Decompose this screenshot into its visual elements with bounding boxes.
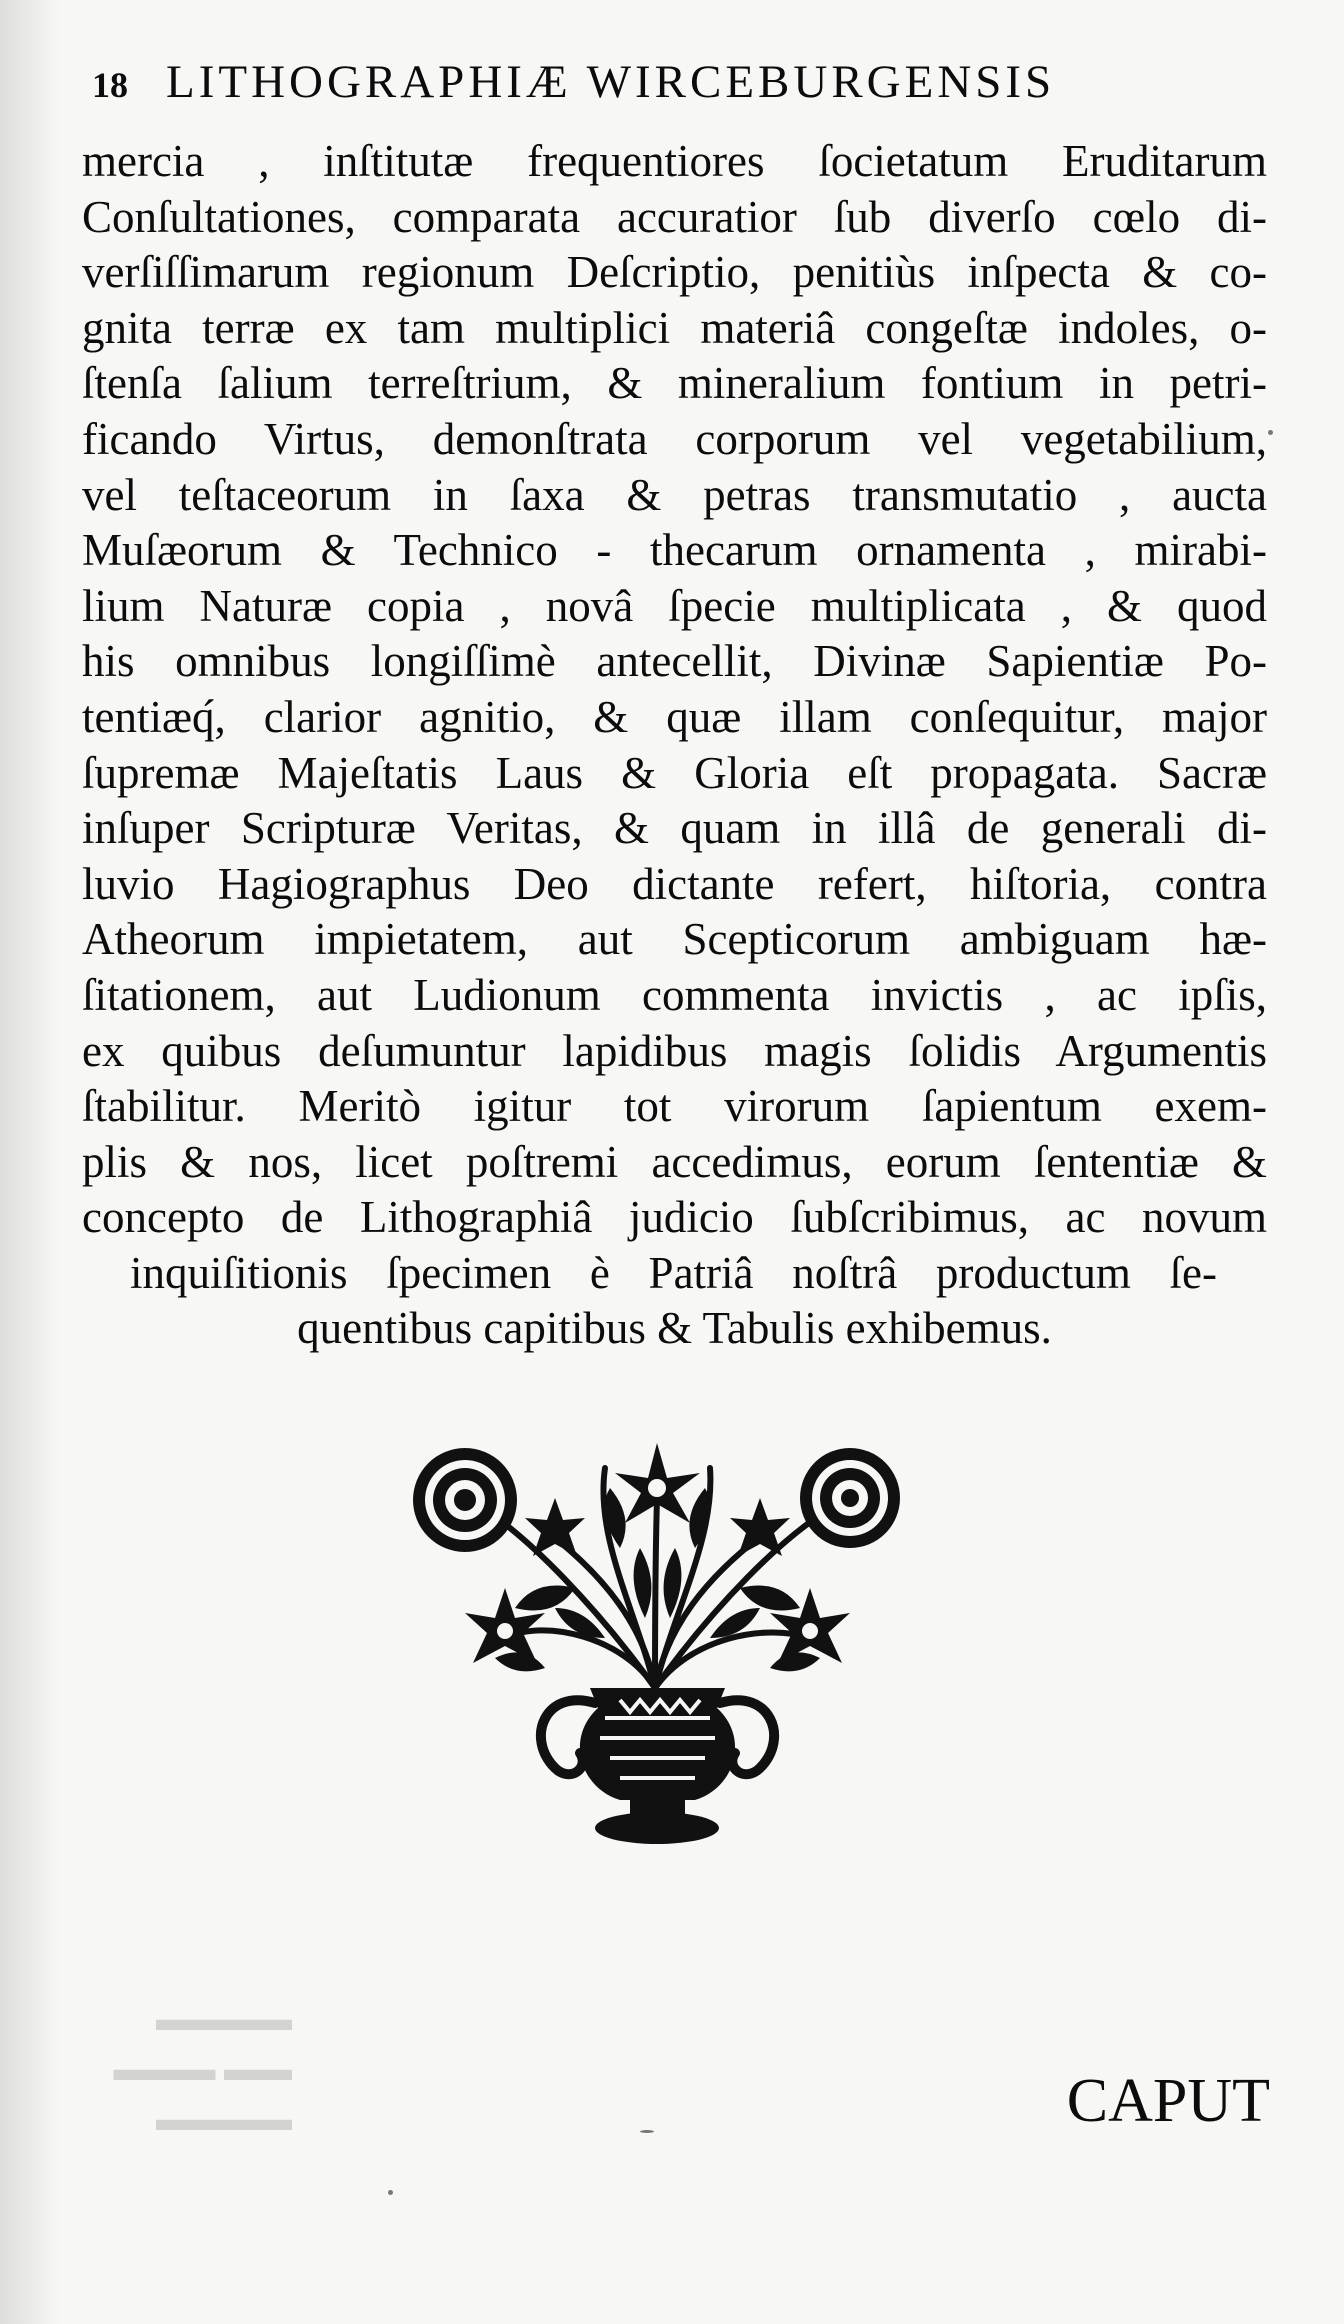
text-line: Conſultationes, comparata accuratior ſub diverſo cœlo di-	[82, 191, 1267, 242]
text-line: inquiſitionis ſpecimen è Patriâ noſtrâ productum ſe-	[130, 1247, 1217, 1298]
running-title: LITHOGRAPHIÆ WIRCEBURGENSIS	[166, 56, 1056, 108]
text-line: lium Naturæ copia , novâ ſpecie multiplicata , & quod	[82, 580, 1267, 631]
text-line: ex quibus deſumuntur lapidibus magis ſolidis Argumentis	[82, 1025, 1267, 1076]
page-number: 18	[92, 65, 128, 105]
ink-speck	[1268, 430, 1273, 435]
text-line: Muſæorum & Technico - thecarum ornamenta , mirabi-	[82, 525, 1267, 576]
text-line: ſupremæ Majeſtatis Laus & Gloria eſt propagata. Sacræ	[82, 747, 1267, 798]
ink-speck	[388, 2190, 393, 2195]
text-line: inſuper Scripturæ Veritas, & quam in illâ de generali di-	[82, 803, 1267, 854]
text-line: Atheorum impietatem, aut Scepticorum ambiguam hæ-	[82, 914, 1267, 965]
text-line: ſitationem, aut Ludionum commenta invictis , ac ipſis,	[82, 969, 1267, 1020]
text-line: gnita terræ ex tam multiplici materiâ congeſtæ indoles, o-	[82, 302, 1267, 353]
text-line: plis & nos, licet poſtremi accedimus, eorum ſententiæ &	[82, 1136, 1267, 1187]
text-line: tentiæq́, clarior agnitio, & quæ illam conſequitur, major	[82, 691, 1267, 742]
text-line: mercia , inſtitutæ frequentiores ſocietatum Eruditarum	[82, 136, 1267, 186]
text-line: ſtabilitur. Meritò igitur tot virorum ſapientum exem-	[82, 1081, 1267, 1132]
text-line: ficando Virtus, demonſtrata corporum vel vegetabilium,	[82, 413, 1267, 464]
scan-edge-shadow	[0, 0, 60, 2324]
text-line-final: quentibus capitibus & Tabulis exhibemus.	[297, 1303, 1052, 1354]
body-paragraph	[82, 134, 1267, 1357]
text-line: his omnibus longiſſimè antecellit, Divinæ Sapientiæ Po-	[82, 636, 1267, 687]
ink-speck	[640, 2130, 654, 2133]
text-line: concepto de Lithographiâ judicio ſubſcribimus, ac novum	[82, 1192, 1267, 1243]
text-line: vel teſtaceorum in ſaxa & petras transmutatio , aucta	[82, 469, 1267, 520]
bleed-through-marks: ▬▬▬▬ ▬▬ ▬▬▬ ▬▬▬▬	[113, 2001, 292, 2138]
flower-vase-icon	[405, 1438, 910, 1848]
text-line: verſiſſimarum regionum Deſcriptio, penitiùs inſpecta & co-	[82, 247, 1267, 298]
text-line: luvio Hagiographus Deo dictante refert, hiſtoria, contra	[82, 858, 1267, 909]
catchword: CAPUT	[1066, 2067, 1270, 2135]
running-header	[92, 55, 1272, 125]
text-line: ſtenſa ſalium terreſtrium, & mineralium fontium in petri-	[82, 358, 1267, 409]
